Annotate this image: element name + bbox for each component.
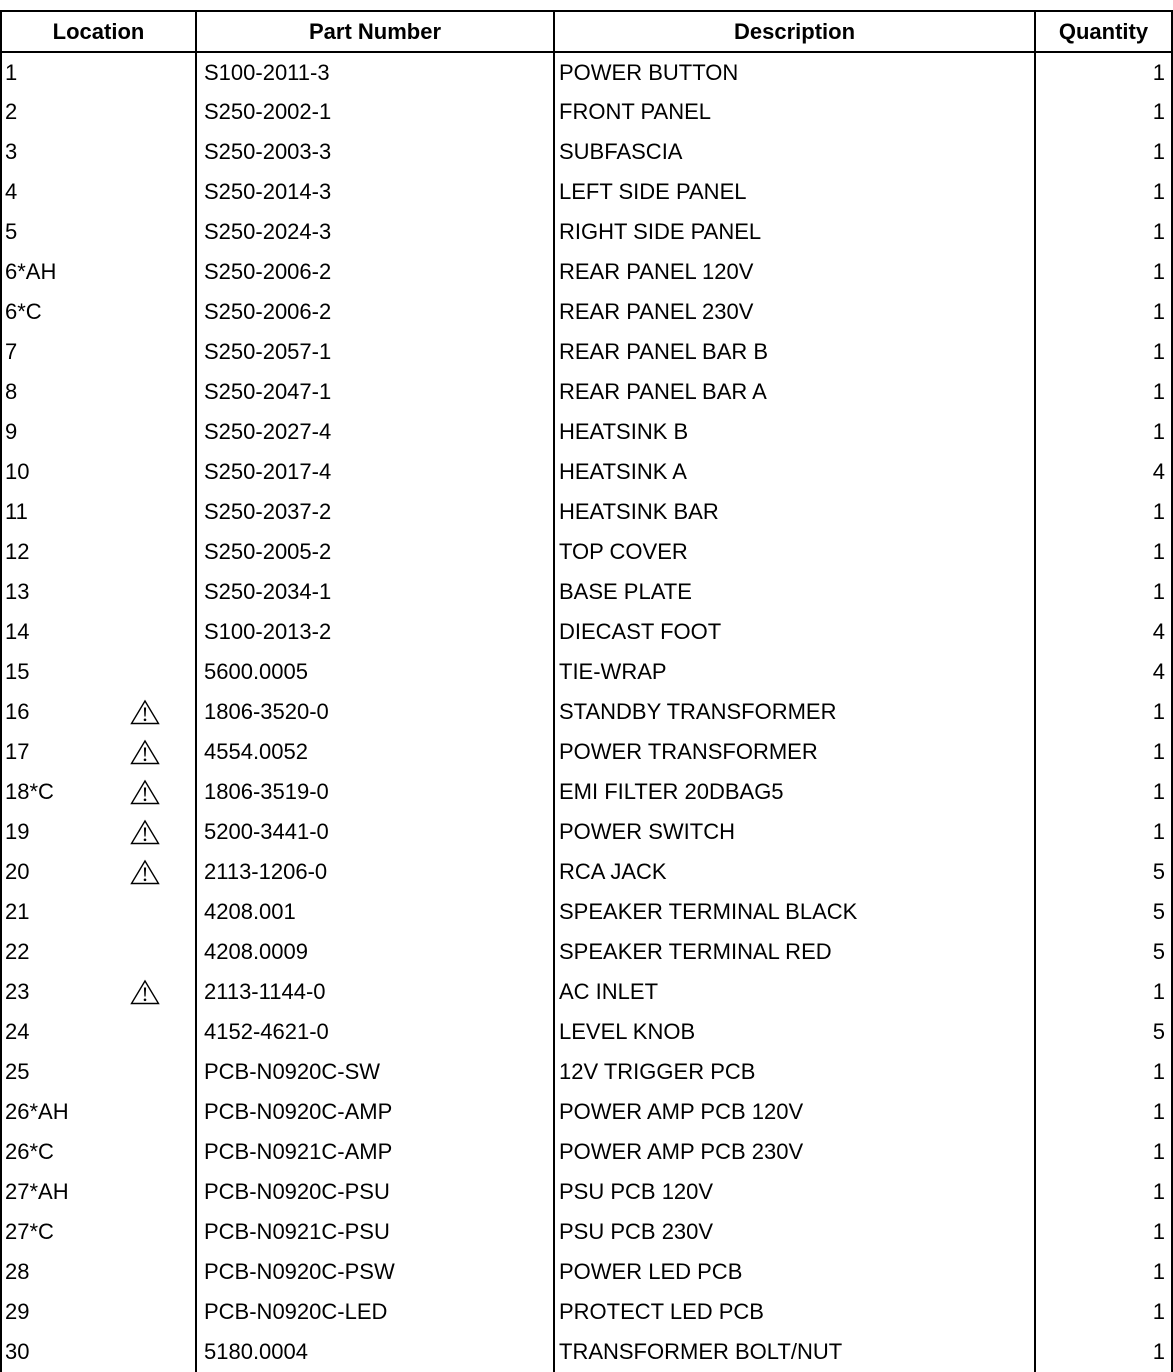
location-text: 15: [5, 659, 30, 684]
description-cell: TIE-WRAP: [554, 652, 1035, 692]
location-text: 13: [5, 579, 30, 604]
quantity-cell: 1: [1035, 972, 1172, 1012]
description-cell: REAR PANEL 120V: [554, 252, 1035, 292]
description-cell: PSU PCB 120V: [554, 1172, 1035, 1212]
description-cell: HEATSINK BAR: [554, 492, 1035, 532]
location-cell: [1, 452, 196, 492]
part-number-cell: PCB-N0920C-PSW: [196, 1252, 554, 1292]
quantity-cell: 1: [1035, 412, 1172, 452]
table-row: [1, 452, 1172, 492]
location-cell: [1, 1172, 196, 1212]
description-cell: RCA JACK: [554, 852, 1035, 892]
part-number-cell: S250-2047-1: [196, 372, 554, 412]
description-cell: LEFT SIDE PANEL: [554, 172, 1035, 212]
table-row: [1, 852, 1172, 892]
part-number-cell: 1806-3519-0: [196, 772, 554, 812]
quantity-cell: 4: [1035, 652, 1172, 692]
description-cell: AC INLET: [554, 972, 1035, 1012]
part-number-cell: S250-2027-4: [196, 412, 554, 452]
part-number-cell: S250-2002-1: [196, 92, 554, 132]
location-cell: [1, 572, 196, 612]
description-cell: FRONT PANEL: [554, 92, 1035, 132]
quantity-cell: 1: [1035, 172, 1172, 212]
location-cell: [1, 972, 196, 1012]
description-cell: REAR PANEL BAR A: [554, 372, 1035, 412]
location-text: 26*AH: [5, 1099, 69, 1124]
location-cell: [1, 172, 196, 212]
part-number-cell: S250-2003-3: [196, 132, 554, 172]
description-cell: DIECAST FOOT: [554, 612, 1035, 652]
table-row: [1, 212, 1172, 252]
table-row: [1, 292, 1172, 332]
location-cell: [1, 1292, 196, 1332]
table-row: [1, 252, 1172, 292]
description-cell: REAR PANEL BAR B: [554, 332, 1035, 372]
description-cell: POWER SWITCH: [554, 812, 1035, 852]
location-text: 2: [5, 99, 18, 124]
part-number-cell: S250-2005-2: [196, 532, 554, 572]
table-row: [1, 1172, 1172, 1212]
location-cell: [1, 492, 196, 532]
location-text: 12: [5, 539, 30, 564]
part-number-cell: 5180.0004: [196, 1332, 554, 1372]
table-row: [1, 132, 1172, 172]
location-cell: [1, 92, 196, 132]
part-number-cell: 2113-1206-0: [196, 852, 554, 892]
location-cell: [1, 732, 196, 772]
location-cell: [1, 892, 196, 932]
description-cell: REAR PANEL 230V: [554, 292, 1035, 332]
location-cell: [1, 52, 196, 92]
quantity-cell: 4: [1035, 452, 1172, 492]
location-cell: [1, 1252, 196, 1292]
location-cell: [1, 772, 196, 812]
quantity-cell: 1: [1035, 1092, 1172, 1132]
description-cell: POWER LED PCB: [554, 1252, 1035, 1292]
part-number-cell: 5200-3441-0: [196, 812, 554, 852]
table-row: [1, 772, 1172, 812]
location-text: 14: [5, 619, 30, 644]
table-row: [1, 172, 1172, 212]
location-cell: [1, 332, 196, 372]
location-text: 7: [5, 339, 18, 364]
part-number-cell: PCB-N0920C-SW: [196, 1052, 554, 1092]
quantity-cell: 1: [1035, 692, 1172, 732]
part-number-cell: S250-2006-2: [196, 292, 554, 332]
quantity-cell: 1: [1035, 732, 1172, 772]
quantity-cell: 5: [1035, 892, 1172, 932]
table-row: [1, 532, 1172, 572]
description-cell: 12V TRIGGER PCB: [554, 1052, 1035, 1092]
table-row: [1, 412, 1172, 452]
part-number-cell: S250-2057-1: [196, 332, 554, 372]
warning-triangle-icon: [130, 699, 160, 725]
location-text: 17: [5, 739, 30, 764]
table-row: [1, 92, 1172, 132]
location-text: 27*AH: [5, 1179, 69, 1204]
description-cell: POWER BUTTON: [554, 52, 1035, 92]
table-row: [1, 732, 1172, 772]
part-number-header: Part Number: [196, 11, 554, 52]
location-text: 28: [5, 1259, 30, 1284]
location-text: 19: [5, 819, 30, 844]
quantity-cell: 1: [1035, 1052, 1172, 1092]
quantity-cell: 1: [1035, 1132, 1172, 1172]
quantity-cell: 1: [1035, 332, 1172, 372]
parts-list-table: [0, 10, 1173, 1372]
description-cell: TOP COVER: [554, 532, 1035, 572]
quantity-cell: 1: [1035, 92, 1172, 132]
quantity-cell: 1: [1035, 1292, 1172, 1332]
part-number-cell: 4152-4621-0: [196, 1012, 554, 1052]
location-cell: [1, 212, 196, 252]
location-cell: [1, 652, 196, 692]
location-text: 6*AH: [5, 259, 57, 284]
location-text: 5: [5, 219, 18, 244]
table-row: [1, 1132, 1172, 1172]
description-cell: STANDBY TRANSFORMER: [554, 692, 1035, 732]
location-text: 20: [5, 859, 30, 884]
location-text: 9: [5, 419, 18, 444]
description-cell: POWER AMP PCB 120V: [554, 1092, 1035, 1132]
warning-triangle-icon: [130, 819, 160, 845]
table-row: [1, 812, 1172, 852]
table-row: [1, 612, 1172, 652]
location-cell: [1, 852, 196, 892]
location-text: 18*C: [5, 779, 54, 804]
description-cell: PSU PCB 230V: [554, 1212, 1035, 1252]
location-text: 10: [5, 459, 30, 484]
location-cell: [1, 252, 196, 292]
location-text: 11: [5, 499, 28, 524]
quantity-cell: 1: [1035, 1332, 1172, 1372]
description-cell: SPEAKER TERMINAL BLACK: [554, 892, 1035, 932]
quantity-cell: 5: [1035, 852, 1172, 892]
quantity-cell: 1: [1035, 772, 1172, 812]
location-text: 27*C: [5, 1219, 54, 1244]
part-number-cell: PCB-N0921C-PSU: [196, 1212, 554, 1252]
location-text: 29: [5, 1299, 30, 1324]
location-text: 30: [5, 1339, 30, 1364]
quantity-cell: 1: [1035, 372, 1172, 412]
location-text: 1: [5, 59, 18, 85]
quantity-cell: 1: [1035, 1172, 1172, 1212]
part-number-cell: PCB-N0921C-AMP: [196, 1132, 554, 1172]
location-text: 24: [5, 1019, 30, 1044]
description-cell: TRANSFORMER BOLT/NUT: [554, 1332, 1035, 1372]
location-cell: [1, 932, 196, 972]
description-cell: EMI FILTER 20DBAG5: [554, 772, 1035, 812]
quantity-cell: 1: [1035, 132, 1172, 172]
description-cell: LEVEL KNOB: [554, 1012, 1035, 1052]
part-number-cell: PCB-N0920C-AMP: [196, 1092, 554, 1132]
description-cell: BASE PLATE: [554, 572, 1035, 612]
location-cell: [1, 612, 196, 652]
location-cell: [1, 692, 196, 732]
part-number-cell: PCB-N0920C-PSU: [196, 1172, 554, 1212]
quantity-cell: 1: [1035, 1252, 1172, 1292]
table-row: [1, 1012, 1172, 1052]
location-text: 26*C: [5, 1139, 54, 1164]
description-cell: PROTECT LED PCB: [554, 1292, 1035, 1332]
description-header: Description: [554, 11, 1035, 52]
table-row: [1, 652, 1172, 692]
location-text: 23: [5, 979, 30, 1004]
part-number-cell: 4208.001: [196, 892, 554, 932]
quantity-cell: 1: [1035, 492, 1172, 532]
quantity-cell: 1: [1035, 252, 1172, 292]
location-cell: [1, 412, 196, 452]
table-row: [1, 972, 1172, 1012]
location-cell: [1, 132, 196, 172]
table-row: [1, 892, 1172, 932]
table-row: [1, 1052, 1172, 1092]
description-cell: HEATSINK B: [554, 412, 1035, 452]
part-number-cell: S100-2011-3: [196, 52, 554, 92]
table-row: [1, 332, 1172, 372]
quantity-cell: 1: [1035, 212, 1172, 252]
description-cell: RIGHT SIDE PANEL: [554, 212, 1035, 252]
location-text: 3: [5, 139, 18, 164]
quantity-header: Quantity: [1035, 11, 1172, 52]
location-text: 6*C: [5, 299, 42, 324]
table-row: [1, 52, 1172, 92]
location-cell: [1, 532, 196, 572]
table-row: [1, 1292, 1172, 1332]
table-row: [1, 572, 1172, 612]
part-number-cell: 4208.0009: [196, 932, 554, 972]
quantity-cell: 1: [1035, 292, 1172, 332]
part-number-cell: S250-2006-2: [196, 252, 554, 292]
warning-triangle-icon: [130, 859, 160, 885]
location-cell: [1, 1012, 196, 1052]
location-cell: [1, 1132, 196, 1172]
location-cell: [1, 1092, 196, 1132]
quantity-cell: 5: [1035, 932, 1172, 972]
location-cell: [1, 292, 196, 332]
location-text: 16: [5, 699, 30, 724]
description-cell: SPEAKER TERMINAL RED: [554, 932, 1035, 972]
table-row: [1, 932, 1172, 972]
warning-triangle-icon: [130, 979, 160, 1005]
table-row: [1, 692, 1172, 732]
location-cell: [1, 1332, 196, 1372]
warning-triangle-icon: [130, 739, 160, 765]
quantity-cell: 1: [1035, 532, 1172, 572]
table-row: [1, 492, 1172, 532]
quantity-cell: 1: [1035, 572, 1172, 612]
location-text: 8: [5, 379, 18, 404]
part-number-cell: S250-2014-3: [196, 172, 554, 212]
table-row: [1, 1212, 1172, 1252]
location-cell: [1, 1212, 196, 1252]
quantity-cell: 1: [1035, 1212, 1172, 1252]
table-body: [1, 52, 1172, 1372]
location-text: 21: [5, 899, 30, 924]
description-cell: POWER TRANSFORMER: [554, 732, 1035, 772]
quantity-cell: 5: [1035, 1012, 1172, 1052]
location-header: Location: [1, 11, 196, 52]
location-text: 25: [5, 1059, 30, 1084]
header-row: [1, 11, 1172, 52]
part-number-cell: S250-2017-4: [196, 452, 554, 492]
table-header: [1, 11, 1172, 52]
part-number-cell: S250-2024-3: [196, 212, 554, 252]
part-number-cell: S250-2037-2: [196, 492, 554, 532]
part-number-cell: S250-2034-1: [196, 572, 554, 612]
table-row: [1, 1332, 1172, 1372]
part-number-cell: 2113-1144-0: [196, 972, 554, 1012]
table-row: [1, 1252, 1172, 1292]
warning-triangle-icon: [130, 779, 160, 805]
location-text: 4: [5, 179, 18, 204]
part-number-cell: S100-2013-2: [196, 612, 554, 652]
description-cell: SUBFASCIA: [554, 132, 1035, 172]
part-number-cell: PCB-N0920C-LED: [196, 1292, 554, 1332]
location-cell: [1, 1052, 196, 1092]
part-number-cell: 1806-3520-0: [196, 692, 554, 732]
quantity-cell: 1: [1035, 52, 1172, 92]
part-number-cell: 5600.0005: [196, 652, 554, 692]
table-row: [1, 1092, 1172, 1132]
location-cell: [1, 372, 196, 412]
location-cell: [1, 812, 196, 852]
location-text: 22: [5, 939, 30, 964]
quantity-cell: 4: [1035, 612, 1172, 652]
part-number-cell: 4554.0052: [196, 732, 554, 772]
table-row: [1, 372, 1172, 412]
description-cell: HEATSINK A: [554, 452, 1035, 492]
description-cell: POWER AMP PCB 230V: [554, 1132, 1035, 1172]
quantity-cell: 1: [1035, 812, 1172, 852]
